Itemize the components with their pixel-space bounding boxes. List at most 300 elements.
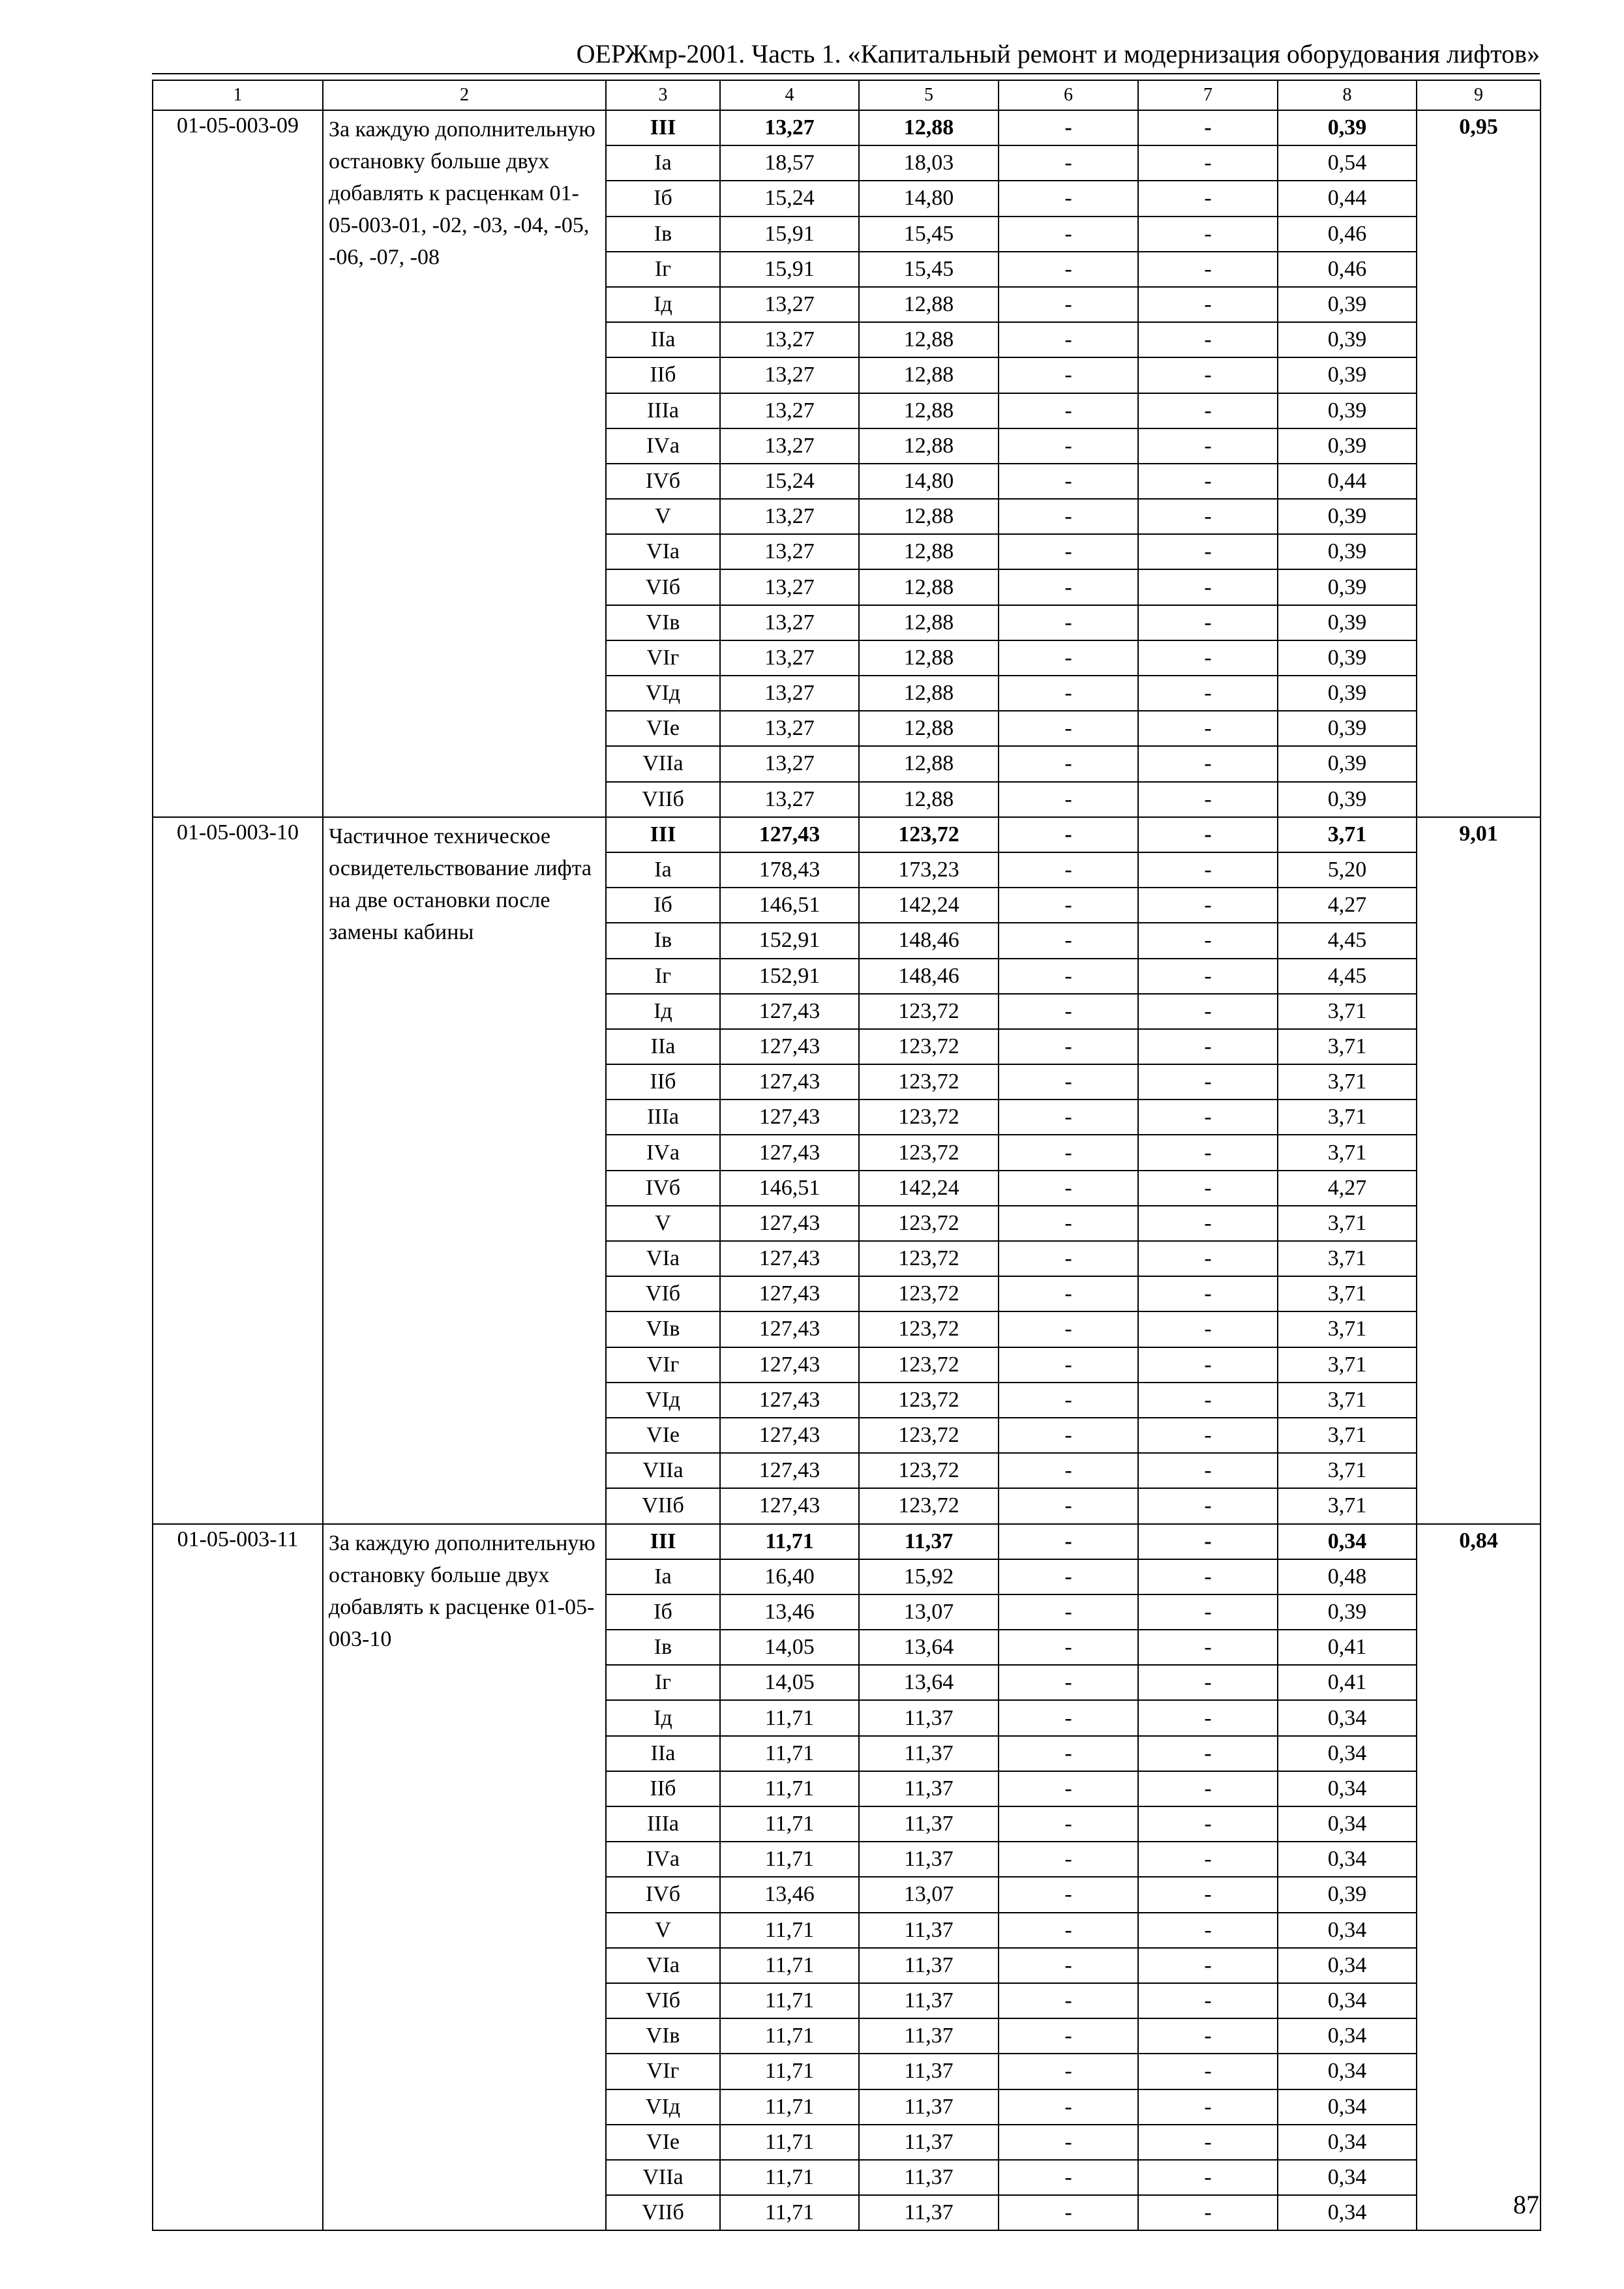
- col8-cell: 0,34: [1278, 1806, 1417, 1842]
- col5-cell: 123,72: [859, 817, 999, 852]
- total-cell: 0,95: [1417, 110, 1541, 817]
- col4-cell: 127,43: [720, 1347, 859, 1383]
- col8-cell: 0,34: [1278, 1983, 1417, 2018]
- col6-cell: -: [999, 923, 1138, 958]
- col8-cell: 0,39: [1278, 110, 1417, 145]
- col5-cell: 148,46: [859, 959, 999, 994]
- col4-cell: 18,57: [720, 145, 859, 181]
- col6-cell: -: [999, 287, 1138, 322]
- col7-cell: -: [1138, 1842, 1278, 1877]
- col8-cell: 0,34: [1278, 1771, 1417, 1806]
- total-cell: 0,84: [1417, 1524, 1541, 2231]
- class-cell: IIIа: [606, 393, 720, 428]
- col5-cell: 11,37: [859, 1913, 999, 1948]
- class-cell: VIа: [606, 534, 720, 569]
- col8-cell: 0,34: [1278, 2089, 1417, 2125]
- class-cell: V: [606, 1206, 720, 1241]
- col6-cell: -: [999, 252, 1138, 287]
- col8-cell: 3,71: [1278, 1453, 1417, 1488]
- col8-cell: 0,44: [1278, 181, 1417, 216]
- col4-cell: 146,51: [720, 888, 859, 923]
- class-cell: VIв: [606, 605, 720, 640]
- col4-cell: 13,27: [720, 322, 859, 357]
- col4-cell: 13,27: [720, 676, 859, 711]
- col6-cell: -: [999, 782, 1138, 817]
- col7-cell: -: [1138, 569, 1278, 605]
- col6-cell: -: [999, 2125, 1138, 2160]
- table-row: [153, 1524, 1541, 1559]
- col8-cell: 3,71: [1278, 1100, 1417, 1135]
- column-number: 6: [999, 80, 1138, 110]
- col4-cell: 15,91: [720, 217, 859, 252]
- col7-cell: -: [1138, 1453, 1278, 1488]
- col6-cell: -: [999, 499, 1138, 534]
- class-cell: VIIб: [606, 782, 720, 817]
- col7-cell: -: [1138, 2089, 1278, 2125]
- class-cell: Iв: [606, 1630, 720, 1665]
- col5-cell: 12,88: [859, 110, 999, 145]
- col8-cell: 0,34: [1278, 1736, 1417, 1771]
- col4-cell: 15,24: [720, 464, 859, 499]
- col8-cell: 4,27: [1278, 888, 1417, 923]
- col8-cell: 0,39: [1278, 782, 1417, 817]
- col6-cell: -: [999, 357, 1138, 393]
- col6-cell: -: [999, 217, 1138, 252]
- col8-cell: 3,71: [1278, 1488, 1417, 1523]
- class-cell: VIе: [606, 711, 720, 746]
- class-cell: Iа: [606, 1559, 720, 1594]
- class-cell: IVа: [606, 428, 720, 464]
- col5-cell: 11,37: [859, 1524, 999, 1559]
- col6-cell: -: [999, 145, 1138, 181]
- class-cell: VIв: [606, 1311, 720, 1347]
- table-body: [153, 80, 1541, 2230]
- col4-cell: 11,71: [720, 1983, 859, 2018]
- col4-cell: 13,46: [720, 1877, 859, 1912]
- col5-cell: 12,88: [859, 711, 999, 746]
- col8-cell: 0,39: [1278, 676, 1417, 711]
- col4-cell: 11,71: [720, 1771, 859, 1806]
- col4-cell: 13,27: [720, 711, 859, 746]
- col7-cell: -: [1138, 1100, 1278, 1135]
- col4-cell: 152,91: [720, 959, 859, 994]
- col4-cell: 127,43: [720, 1383, 859, 1418]
- col6-cell: -: [999, 852, 1138, 888]
- class-cell: Iг: [606, 959, 720, 994]
- col4-cell: 11,71: [720, 2160, 859, 2195]
- class-cell: Iб: [606, 888, 720, 923]
- col4-cell: 127,43: [720, 1029, 859, 1064]
- class-cell: IVа: [606, 1135, 720, 1170]
- col8-cell: 0,34: [1278, 1842, 1417, 1877]
- col6-cell: -: [999, 1524, 1138, 1559]
- col7-cell: -: [1138, 1913, 1278, 1948]
- column-number: 1: [153, 80, 323, 110]
- col6-cell: -: [999, 1064, 1138, 1100]
- col4-cell: 13,27: [720, 605, 859, 640]
- col5-cell: 11,37: [859, 2054, 999, 2089]
- col4-cell: 15,91: [720, 252, 859, 287]
- col5-cell: 12,88: [859, 782, 999, 817]
- column-number: 7: [1138, 80, 1278, 110]
- col7-cell: -: [1138, 1524, 1278, 1559]
- col8-cell: 0,39: [1278, 746, 1417, 781]
- col7-cell: -: [1138, 746, 1278, 781]
- col5-cell: 15,45: [859, 217, 999, 252]
- col7-cell: -: [1138, 782, 1278, 817]
- class-cell: Iг: [606, 1665, 720, 1700]
- col4-cell: 127,43: [720, 1064, 859, 1100]
- col5-cell: 123,72: [859, 1383, 999, 1418]
- class-cell: VIб: [606, 569, 720, 605]
- col6-cell: -: [999, 1983, 1138, 2018]
- col8-cell: 0,39: [1278, 287, 1417, 322]
- col6-cell: -: [999, 1806, 1138, 1842]
- col6-cell: -: [999, 2195, 1138, 2230]
- class-cell: VIе: [606, 2125, 720, 2160]
- col7-cell: -: [1138, 252, 1278, 287]
- class-cell: IVб: [606, 464, 720, 499]
- col4-cell: 11,71: [720, 1806, 859, 1842]
- col4-cell: 13,27: [720, 393, 859, 428]
- class-cell: Iд: [606, 287, 720, 322]
- col8-cell: 5,20: [1278, 852, 1417, 888]
- class-cell: VIа: [606, 1241, 720, 1276]
- total-cell: 9,01: [1417, 817, 1541, 1524]
- col7-cell: -: [1138, 1630, 1278, 1665]
- col6-cell: -: [999, 746, 1138, 781]
- col4-cell: 127,43: [720, 1276, 859, 1311]
- col4-cell: 127,43: [720, 1488, 859, 1523]
- description-cell: Частичное техническое освидетельствование лифта на две остановки после замены кабины: [323, 817, 606, 1524]
- col4-cell: 127,43: [720, 817, 859, 852]
- col5-cell: 15,45: [859, 252, 999, 287]
- col5-cell: 11,37: [859, 2195, 999, 2230]
- col7-cell: -: [1138, 1276, 1278, 1311]
- code-cell: 01-05-003-09: [153, 110, 323, 817]
- col4-cell: 13,46: [720, 1594, 859, 1630]
- col5-cell: 12,88: [859, 534, 999, 569]
- col7-cell: -: [1138, 1171, 1278, 1206]
- class-cell: VIб: [606, 1983, 720, 2018]
- col6-cell: -: [999, 605, 1138, 640]
- col4-cell: 13,27: [720, 110, 859, 145]
- col7-cell: -: [1138, 1665, 1278, 1700]
- col5-cell: 12,88: [859, 640, 999, 676]
- col7-cell: -: [1138, 605, 1278, 640]
- col8-cell: 0,34: [1278, 1913, 1417, 1948]
- class-cell: VIв: [606, 2018, 720, 2054]
- col5-cell: 11,37: [859, 1983, 999, 2018]
- class-cell: VIIб: [606, 2195, 720, 2230]
- col5-cell: 123,72: [859, 1135, 999, 1170]
- col8-cell: 0,39: [1278, 1877, 1417, 1912]
- class-cell: Iа: [606, 852, 720, 888]
- col8-cell: 0,39: [1278, 640, 1417, 676]
- column-number: 8: [1278, 80, 1417, 110]
- table-row: [153, 110, 1541, 145]
- col5-cell: 12,88: [859, 287, 999, 322]
- col4-cell: 146,51: [720, 1171, 859, 1206]
- col7-cell: -: [1138, 1488, 1278, 1523]
- col7-cell: -: [1138, 2195, 1278, 2230]
- col7-cell: -: [1138, 1418, 1278, 1453]
- class-cell: VIIа: [606, 1453, 720, 1488]
- col8-cell: 0,39: [1278, 393, 1417, 428]
- class-cell: Iд: [606, 994, 720, 1029]
- class-cell: IIа: [606, 1736, 720, 1771]
- col4-cell: 13,27: [720, 499, 859, 534]
- col4-cell: 152,91: [720, 923, 859, 958]
- class-cell: IIб: [606, 1771, 720, 1806]
- col4-cell: 11,71: [720, 1948, 859, 1983]
- col6-cell: -: [999, 569, 1138, 605]
- col4-cell: 127,43: [720, 1241, 859, 1276]
- column-number: 4: [720, 80, 859, 110]
- page-number: 87: [1513, 2190, 1539, 2219]
- col8-cell: 0,39: [1278, 711, 1417, 746]
- class-cell: VIе: [606, 1418, 720, 1453]
- class-cell: VIIа: [606, 2160, 720, 2195]
- col8-cell: 0,39: [1278, 569, 1417, 605]
- col6-cell: -: [999, 110, 1138, 145]
- col4-cell: 13,27: [720, 357, 859, 393]
- col8-cell: 0,34: [1278, 2160, 1417, 2195]
- col8-cell: 0,39: [1278, 534, 1417, 569]
- col7-cell: -: [1138, 534, 1278, 569]
- class-cell: VIд: [606, 676, 720, 711]
- col4-cell: 11,71: [720, 2054, 859, 2089]
- col7-cell: -: [1138, 357, 1278, 393]
- col4-cell: 13,27: [720, 569, 859, 605]
- col7-cell: -: [1138, 499, 1278, 534]
- col5-cell: 12,88: [859, 569, 999, 605]
- col6-cell: -: [999, 1241, 1138, 1276]
- col5-cell: 173,23: [859, 852, 999, 888]
- class-cell: IVб: [606, 1171, 720, 1206]
- col5-cell: 123,72: [859, 1311, 999, 1347]
- col7-cell: -: [1138, 287, 1278, 322]
- class-cell: III: [606, 817, 720, 852]
- col5-cell: 123,72: [859, 1276, 999, 1311]
- col6-cell: -: [999, 393, 1138, 428]
- class-cell: VIа: [606, 1948, 720, 1983]
- col6-cell: -: [999, 711, 1138, 746]
- col7-cell: -: [1138, 1983, 1278, 2018]
- class-cell: VIIб: [606, 1488, 720, 1523]
- col5-cell: 11,37: [859, 1806, 999, 1842]
- col8-cell: 0,39: [1278, 605, 1417, 640]
- col8-cell: 3,71: [1278, 1383, 1417, 1418]
- col6-cell: -: [999, 1383, 1138, 1418]
- col6-cell: -: [999, 1029, 1138, 1064]
- col5-cell: 148,46: [859, 923, 999, 958]
- col7-cell: -: [1138, 1347, 1278, 1383]
- col8-cell: 0,44: [1278, 464, 1417, 499]
- col8-cell: 0,39: [1278, 499, 1417, 534]
- col5-cell: 12,88: [859, 746, 999, 781]
- column-number: 5: [859, 80, 999, 110]
- col4-cell: 14,05: [720, 1630, 859, 1665]
- col4-cell: 127,43: [720, 1206, 859, 1241]
- class-cell: VIг: [606, 640, 720, 676]
- col8-cell: 3,71: [1278, 817, 1417, 852]
- col5-cell: 13,07: [859, 1594, 999, 1630]
- col8-cell: 0,34: [1278, 1948, 1417, 1983]
- description-cell: За каждую дополнительную остановку больше двух добавлять к расценкам 01-05-003-01, -02, -03, -04, -05, -06, -07, -08: [323, 110, 606, 817]
- col7-cell: -: [1138, 2160, 1278, 2195]
- col8-cell: 0,34: [1278, 2054, 1417, 2089]
- col6-cell: -: [999, 534, 1138, 569]
- class-cell: V: [606, 499, 720, 534]
- class-cell: V: [606, 1913, 720, 1948]
- col4-cell: 13,27: [720, 640, 859, 676]
- col7-cell: -: [1138, 464, 1278, 499]
- col6-cell: -: [999, 676, 1138, 711]
- col6-cell: -: [999, 1488, 1138, 1523]
- col7-cell: -: [1138, 1594, 1278, 1630]
- col6-cell: -: [999, 2089, 1138, 2125]
- col4-cell: 127,43: [720, 1311, 859, 1347]
- col5-cell: 11,37: [859, 1771, 999, 1806]
- col4-cell: 11,71: [720, 1700, 859, 1735]
- col5-cell: 123,72: [859, 1100, 999, 1135]
- col4-cell: 127,43: [720, 994, 859, 1029]
- class-cell: VIд: [606, 1383, 720, 1418]
- col7-cell: -: [1138, 817, 1278, 852]
- col7-cell: -: [1138, 1311, 1278, 1347]
- column-number-row: [153, 80, 1541, 110]
- class-cell: Iб: [606, 181, 720, 216]
- col5-cell: 15,92: [859, 1559, 999, 1594]
- col7-cell: -: [1138, 852, 1278, 888]
- description-cell: За каждую дополнительную остановку больше двух добавлять к расценке 01-05-003-10: [323, 1524, 606, 2231]
- col5-cell: 123,72: [859, 1453, 999, 1488]
- col4-cell: 127,43: [720, 1100, 859, 1135]
- col5-cell: 18,03: [859, 145, 999, 181]
- col4-cell: 13,27: [720, 746, 859, 781]
- col6-cell: -: [999, 181, 1138, 216]
- col5-cell: 11,37: [859, 2160, 999, 2195]
- col8-cell: 3,71: [1278, 1276, 1417, 1311]
- col7-cell: -: [1138, 2054, 1278, 2089]
- col7-cell: -: [1138, 888, 1278, 923]
- page-header: ОЕРЖмр-2001. Часть 1. «Капитальный ремонт и модернизация оборудования лифтов»: [576, 39, 1540, 68]
- col5-cell: 11,37: [859, 1948, 999, 1983]
- col6-cell: -: [999, 1559, 1138, 1594]
- code-cell: 01-05-003-11: [153, 1524, 323, 2231]
- class-cell: VIIа: [606, 746, 720, 781]
- col5-cell: 11,37: [859, 2089, 999, 2125]
- col7-cell: -: [1138, 1736, 1278, 1771]
- col8-cell: 0,48: [1278, 1559, 1417, 1594]
- col5-cell: 123,72: [859, 994, 999, 1029]
- col4-cell: 14,05: [720, 1665, 859, 1700]
- col8-cell: 0,39: [1278, 357, 1417, 393]
- col5-cell: 13,64: [859, 1665, 999, 1700]
- col7-cell: -: [1138, 428, 1278, 464]
- col8-cell: 0,34: [1278, 1700, 1417, 1735]
- col7-cell: -: [1138, 923, 1278, 958]
- col4-cell: 13,27: [720, 782, 859, 817]
- col6-cell: -: [999, 959, 1138, 994]
- col7-cell: -: [1138, 393, 1278, 428]
- column-number: 3: [606, 80, 720, 110]
- col5-cell: 142,24: [859, 888, 999, 923]
- col4-cell: 127,43: [720, 1135, 859, 1170]
- col4-cell: 11,71: [720, 1736, 859, 1771]
- col7-cell: -: [1138, 1383, 1278, 1418]
- col4-cell: 13,27: [720, 534, 859, 569]
- col7-cell: -: [1138, 1948, 1278, 1983]
- col4-cell: 127,43: [720, 1453, 859, 1488]
- col8-cell: 4,45: [1278, 923, 1417, 958]
- col8-cell: 0,34: [1278, 2018, 1417, 2054]
- col5-cell: 12,88: [859, 499, 999, 534]
- col6-cell: -: [999, 1311, 1138, 1347]
- col4-cell: 127,43: [720, 1418, 859, 1453]
- col8-cell: 0,54: [1278, 145, 1417, 181]
- class-cell: Iа: [606, 145, 720, 181]
- col8-cell: 3,71: [1278, 1241, 1417, 1276]
- col6-cell: -: [999, 1630, 1138, 1665]
- col6-cell: -: [999, 640, 1138, 676]
- col5-cell: 123,72: [859, 1064, 999, 1100]
- class-cell: III: [606, 1524, 720, 1559]
- col7-cell: -: [1138, 640, 1278, 676]
- col6-cell: -: [999, 1594, 1138, 1630]
- col4-cell: 11,71: [720, 2195, 859, 2230]
- class-cell: Iв: [606, 217, 720, 252]
- col5-cell: 12,88: [859, 428, 999, 464]
- col4-cell: 11,71: [720, 1842, 859, 1877]
- column-number: 9: [1417, 80, 1541, 110]
- col7-cell: -: [1138, 959, 1278, 994]
- col8-cell: 0,46: [1278, 217, 1417, 252]
- col8-cell: 3,71: [1278, 1135, 1417, 1170]
- col4-cell: 11,71: [720, 1913, 859, 1948]
- table-row: [153, 817, 1541, 852]
- col8-cell: 0,39: [1278, 428, 1417, 464]
- col8-cell: 3,71: [1278, 1029, 1417, 1064]
- col7-cell: -: [1138, 1135, 1278, 1170]
- col7-cell: -: [1138, 1029, 1278, 1064]
- col4-cell: 178,43: [720, 852, 859, 888]
- col6-cell: -: [999, 1842, 1138, 1877]
- col7-cell: -: [1138, 994, 1278, 1029]
- col5-cell: 13,64: [859, 1630, 999, 1665]
- col4-cell: 16,40: [720, 1559, 859, 1594]
- col6-cell: -: [999, 1171, 1138, 1206]
- col5-cell: 12,88: [859, 322, 999, 357]
- col7-cell: -: [1138, 711, 1278, 746]
- col8-cell: 4,27: [1278, 1171, 1417, 1206]
- class-cell: IIб: [606, 1064, 720, 1100]
- col8-cell: 3,71: [1278, 1311, 1417, 1347]
- col6-cell: -: [999, 1736, 1138, 1771]
- col5-cell: 14,80: [859, 181, 999, 216]
- col4-cell: 11,71: [720, 2125, 859, 2160]
- col8-cell: 0,41: [1278, 1665, 1417, 1700]
- col8-cell: 3,71: [1278, 1418, 1417, 1453]
- col7-cell: -: [1138, 1700, 1278, 1735]
- col5-cell: 123,72: [859, 1418, 999, 1453]
- col7-cell: -: [1138, 1241, 1278, 1276]
- col5-cell: 12,88: [859, 357, 999, 393]
- class-cell: VIг: [606, 2054, 720, 2089]
- col6-cell: -: [999, 1665, 1138, 1700]
- code-cell: 01-05-003-10: [153, 817, 323, 1524]
